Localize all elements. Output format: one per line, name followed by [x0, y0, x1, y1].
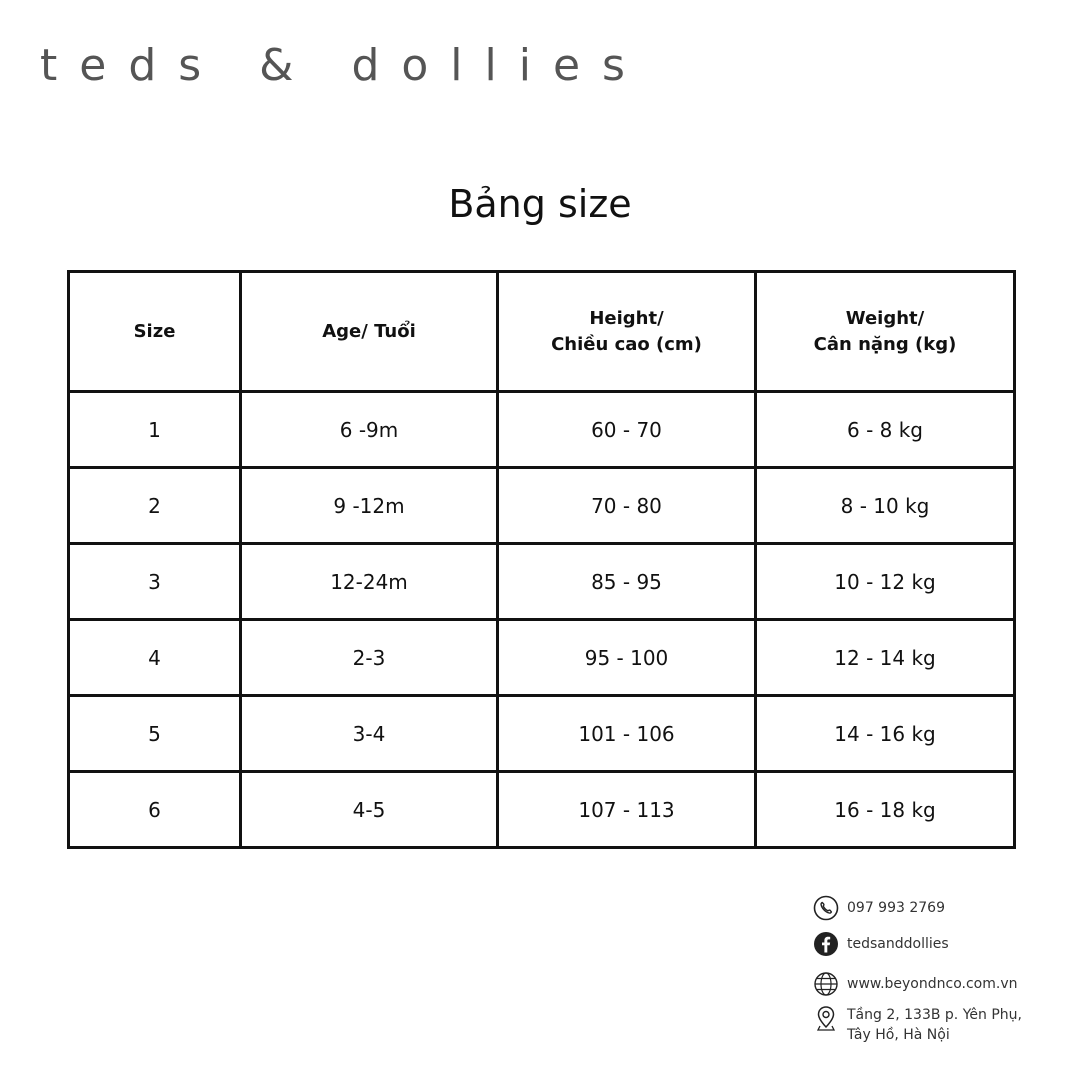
- address-text: [847, 1005, 1037, 1045]
- globe-icon: [813, 971, 839, 997]
- facebook-handle: tedsanddollies: [847, 936, 949, 952]
- website-url: www.beyondnco.com.vn: [847, 976, 1018, 992]
- cell-height: 60 - 70: [498, 392, 756, 468]
- contact-phone[interactable]: [813, 895, 945, 921]
- cell-size: 3: [69, 544, 241, 620]
- header-age-label: Age/ Tuổi: [322, 320, 416, 342]
- cell-height: 95 - 100: [498, 620, 756, 696]
- table-row: [69, 696, 1015, 772]
- cell-weight: 16 - 18 kg: [756, 772, 1015, 848]
- cell-weight: 8 - 10 kg: [756, 468, 1015, 544]
- table-row: [69, 544, 1015, 620]
- phone-number: 097 993 2769: [847, 900, 945, 916]
- cell-age: 9 -12m: [241, 468, 498, 544]
- cell-height: 70 - 80: [498, 468, 756, 544]
- address-line-2: Tây Hồ, Hà Nội: [847, 1027, 950, 1043]
- cell-height: 85 - 95: [498, 544, 756, 620]
- cell-age: 3-4: [241, 696, 498, 772]
- cell-height: 101 - 106: [498, 696, 756, 772]
- header-height-label-en: Height/: [589, 308, 664, 330]
- table-row: [69, 620, 1015, 696]
- header-weight: [756, 272, 1015, 392]
- phone-icon: [813, 895, 839, 921]
- header-size: [69, 272, 241, 392]
- location-pin-icon: [813, 1005, 839, 1031]
- page-title: Bảng size: [448, 182, 632, 226]
- table-row: [69, 468, 1015, 544]
- cell-age: 2-3: [241, 620, 498, 696]
- cell-size: 2: [69, 468, 241, 544]
- header-height-label-vi: Chiều cao (cm): [551, 333, 702, 355]
- cell-size: 6: [69, 772, 241, 848]
- cell-size: 1: [69, 392, 241, 468]
- cell-weight: 10 - 12 kg: [756, 544, 1015, 620]
- contact-address[interactable]: [813, 1005, 1037, 1045]
- table-header-row: [69, 272, 1015, 392]
- cell-age: 4-5: [241, 772, 498, 848]
- header-weight-label-vi: Cân nặng (kg): [813, 333, 957, 355]
- cell-size: 5: [69, 696, 241, 772]
- table-row: [69, 772, 1015, 848]
- contact-website[interactable]: [813, 971, 1017, 997]
- facebook-icon: [813, 931, 839, 957]
- header-age: [241, 272, 498, 392]
- cell-weight: 14 - 16 kg: [756, 696, 1015, 772]
- header-height: [498, 272, 756, 392]
- brand-logo-text: teds & dollies: [40, 40, 647, 91]
- header-size-label: Size: [133, 320, 176, 342]
- size-table: [67, 270, 1016, 849]
- cell-age: 12-24m: [241, 544, 498, 620]
- table-row: [69, 392, 1015, 468]
- cell-size: 4: [69, 620, 241, 696]
- cell-weight: 12 - 14 kg: [756, 620, 1015, 696]
- cell-weight: 6 - 8 kg: [756, 392, 1015, 468]
- contact-facebook[interactable]: [813, 931, 949, 957]
- header-weight-label-en: Weight/: [845, 308, 925, 330]
- address-line-1: Tầng 2, 133B p. Yên Phụ,: [847, 1007, 1022, 1023]
- cell-height: 107 - 113: [498, 772, 756, 848]
- cell-age: 6 -9m: [241, 392, 498, 468]
